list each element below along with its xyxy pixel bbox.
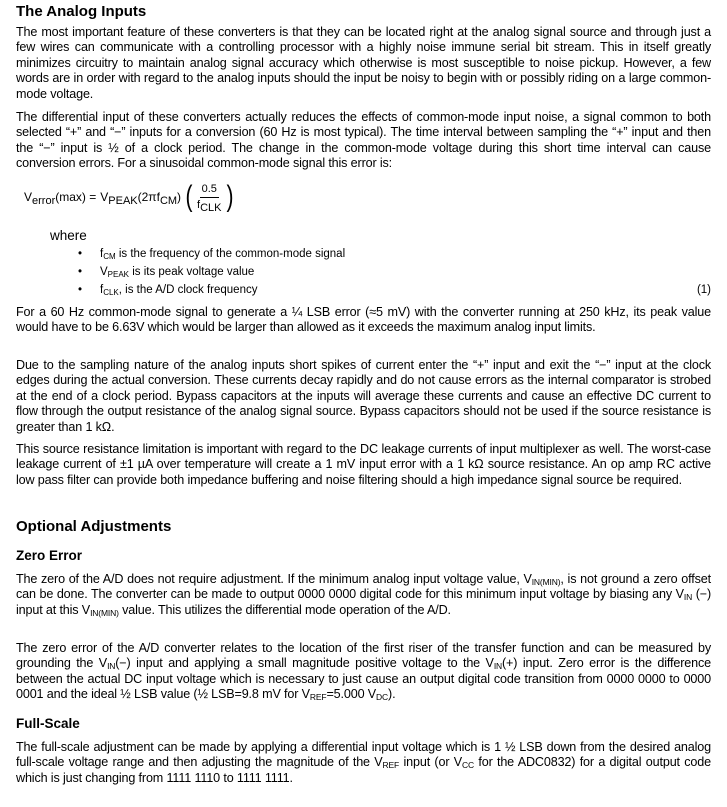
fraction-numerator: 0.5 [200,183,219,198]
subheading-zero-error: Zero Error [16,548,83,563]
bullet-icon: • [78,248,83,260]
section-heading-optional-adjustments: Optional Adjustments [16,518,172,535]
definition-item: • $f_{CLK}$, is the A/D clock frequency (1) [78,281,711,299]
section-heading-analog-inputs: The Analog Inputs [16,3,147,20]
formula-lhs: $V_{error}(\max)$ = [24,190,97,207]
paragraph-full-scale: The full-scale adjustment can be made by applying a differential input voltage which is 1 ½ LSB down from the desired analog full-scale voltage range and then adjusting the magnitude of the $V_{REF}$ input (or $V_{CC}$ for the ADC0832) for a digital output code which is just changing from 1111 1110 to 1111 1111. [16,740,711,785]
paragraph-source-resistance: This source resistance limitation is important with regard to the DC leakage currents of input multiplexer as well. The worst-case leakage current of ±1 µA over temperature will create a 1 mV input error with a 1 kΩ source resistance. An op amp RC active low pass filter can provide both impedance buffering and noise filtering should a high impedance signal source be required. [16,442,711,487]
equation-number: (1) [696,284,711,296]
subheading-full-scale: Full-Scale [16,716,80,731]
paragraph-differential-input: The differential input of these converters actually reduces the effects of common-mode input noise, a signal common to both selected “+” and “−” inputs for a conversion (60 Hz is most typical). The time interval between sampling the “+” input and then the “−” input is ½ of a clock period. The change in the common-mode voltage during this short time interval can cause conversion errors. For a sinusoidal common-mode signal this error is: [16,110,711,171]
formula-fraction [197,183,222,214]
left-paren: ( [185,180,193,213]
paragraph-intro: The most important feature of these converters is that they can be located right at the analog signal source and through just a few wires can communicate with a controlling processor with a highly noise immune serial bit stream. This in itself greatly minimizes circuitry to maintain analog signal accuracy which otherwise is most susceptible to noise pickup. However, a few words are in order with regard to the analog inputs should the input be noisy to begin with or possibly riding on a large common-mode voltage. [16,25,711,101]
definition-list [78,245,711,299]
paragraph-60hz-example: For a 60 Hz common-mode signal to generate a ¼ LSB error (≈5 mV) with the converter running at 250 kHz, its peak value would have to be 6.63V which would be larger than allowed as it exceeds the maximum analog input limits. [16,305,711,335]
right-paren: ) [226,180,234,213]
definition-item: • $f_{CM}$ is the frequency of the common-mode signal [78,245,711,263]
definition-item: • $V_{PEAK}$ is its peak voltage value [78,263,711,281]
bullet-icon: • [78,266,83,278]
paragraph-zero-error-1: The zero of the A/D does not require adjustment. If the minimum analog input voltage value, $V_{IN(MIN)}$, is not ground a zero offset can be done. The converter can be made to output 0000 0000 digital code for this minimum input voltage by biasing any $V_{IN}$ (−) input at this $V_{IN(MIN)}$ value. This utilizes the differential mode operation of the A/D. [16,572,711,618]
error-formula [24,178,238,216]
paragraph-sampling-nature: Due to the sampling nature of the analog inputs short spikes of current enter the “+” input and exit the “−” input at the clock edges during the actual conversion. These currents decay rapidly and do not cause errors as the internal comparator is strobed at the end of a clock period. Bypass capacitors at the inputs will average these currents and cause an effective DC current to flow through the output resistance of the analog signal source. Bypass capacitors should not be used if the source resistance is greater than 1 kΩ. [16,358,711,434]
bullet-icon: • [78,284,83,296]
paragraph-zero-error-2: The zero error of the A/D converter relates to the location of the first riser of the transfer function and can be measured by grounding the $V_{IN}(-)$ input and applying a small magnitude positive voltage to the $V_{IN}(+)$ input. Zero error is the difference between the actual DC input voltage which is necessary to just cause an output digital code transition from 0000 0000 to 0000 0001 and the ideal ½ LSB value (½ LSB=9.8 mV for $V_{REF}=5.000$ $V_{DC}$). [16,641,711,703]
fraction-denominator: $f_{CLK}$ [197,199,222,214]
formula-rhs: $V_{PEAK}(2\pi f_{CM})$ [100,190,182,207]
where-label: where [50,228,87,243]
